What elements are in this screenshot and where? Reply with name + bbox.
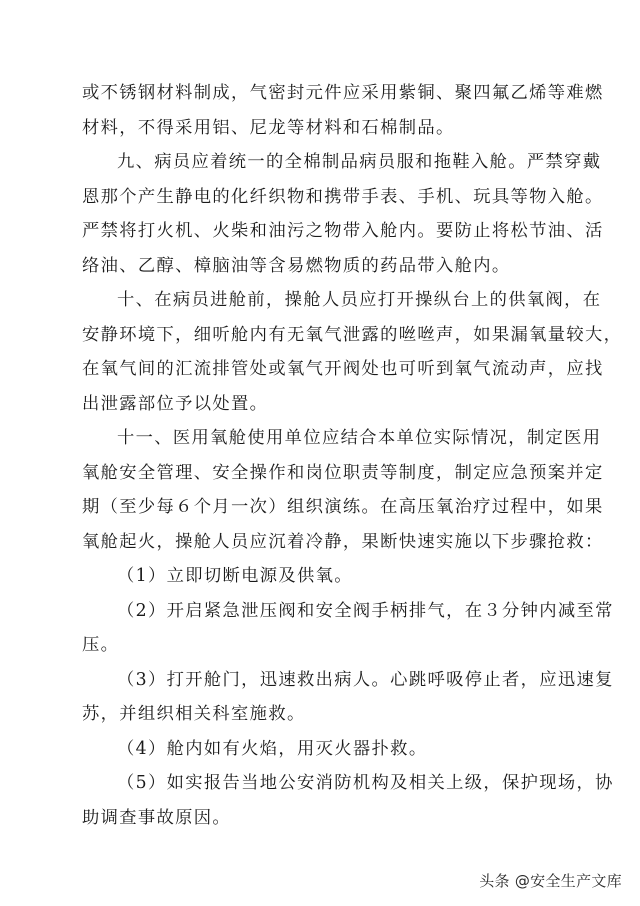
- text-line: 期（至少每６个月一次）组织演练。在高压氧治疗过程中，如果: [82, 497, 604, 517]
- text-line: 恩那个产生静电的化纤织物和携带手表、手机、玩具等物入舱。: [82, 186, 604, 207]
- text-line: 在氧气间的汇流排管处或氧气开阀处也可听到氧气流动声，应找: [82, 359, 604, 379]
- text-line: 十、在病员进舱前，操舱人员应打开操纵台上的供氧阀，在: [117, 290, 602, 310]
- text-line: 助调查事故原因。: [82, 807, 232, 828]
- text-line: 材料，不得采用铝、尼龙等材料和石棉制品。: [82, 117, 455, 138]
- text-line: 氧舱安全管理、安全操作和岗位职责等制度，制定应急预案并定: [82, 462, 604, 483]
- text-line: 络油、乙醇、樟脑油等含易燃物质的药品带入舱内。: [82, 255, 511, 276]
- text-line: 九、病员应着统一的全棉制品病员服和拖鞋入舱。严禁穿戴: [117, 152, 602, 172]
- text-line: 苏，并组织相关科室施救。: [82, 704, 306, 724]
- text-line: 压。: [82, 635, 120, 655]
- text-line: 氧舱起火，操舱人员应沉着冷静，果断快速实施以下步骤抢救：: [82, 531, 604, 552]
- text-line: （3）打开舱门，迅速救出病人。心跳呼吸停止者，应迅速复: [117, 669, 614, 690]
- text-line: （1）立即切断电源及供氧。: [117, 566, 353, 586]
- text-line: 出泄露部位予以处置。: [82, 393, 269, 414]
- text-line: 或不锈钢材料制成，气密封元件应采用紫铜、聚四氟乙烯等难燃: [82, 83, 604, 103]
- text-line: 严禁将打火机、火柴和油污之物带入舱内。要防止将松节油、活: [82, 221, 604, 241]
- text-line: 安静环境下，细听舱内有无氧气泄露的咝咝声，如果漏氧量较大，: [82, 324, 623, 345]
- text-line: （2）开启紧急泄压阀和安全阀手柄排气，在３分钟内减至常: [117, 600, 614, 621]
- text-line: 十一、医用氧舱使用单位应结合本单位实际情况，制定医用: [117, 428, 602, 448]
- watermark-label: 头条 @安全生产文库: [479, 872, 622, 890]
- document-body: [82, 76, 623, 835]
- text-line: （4）舱内如有火焰，用灭火器扑救。: [117, 738, 428, 759]
- text-line: （5）如实报告当地公安消防机构及相关上级，保护现场，协: [117, 773, 614, 793]
